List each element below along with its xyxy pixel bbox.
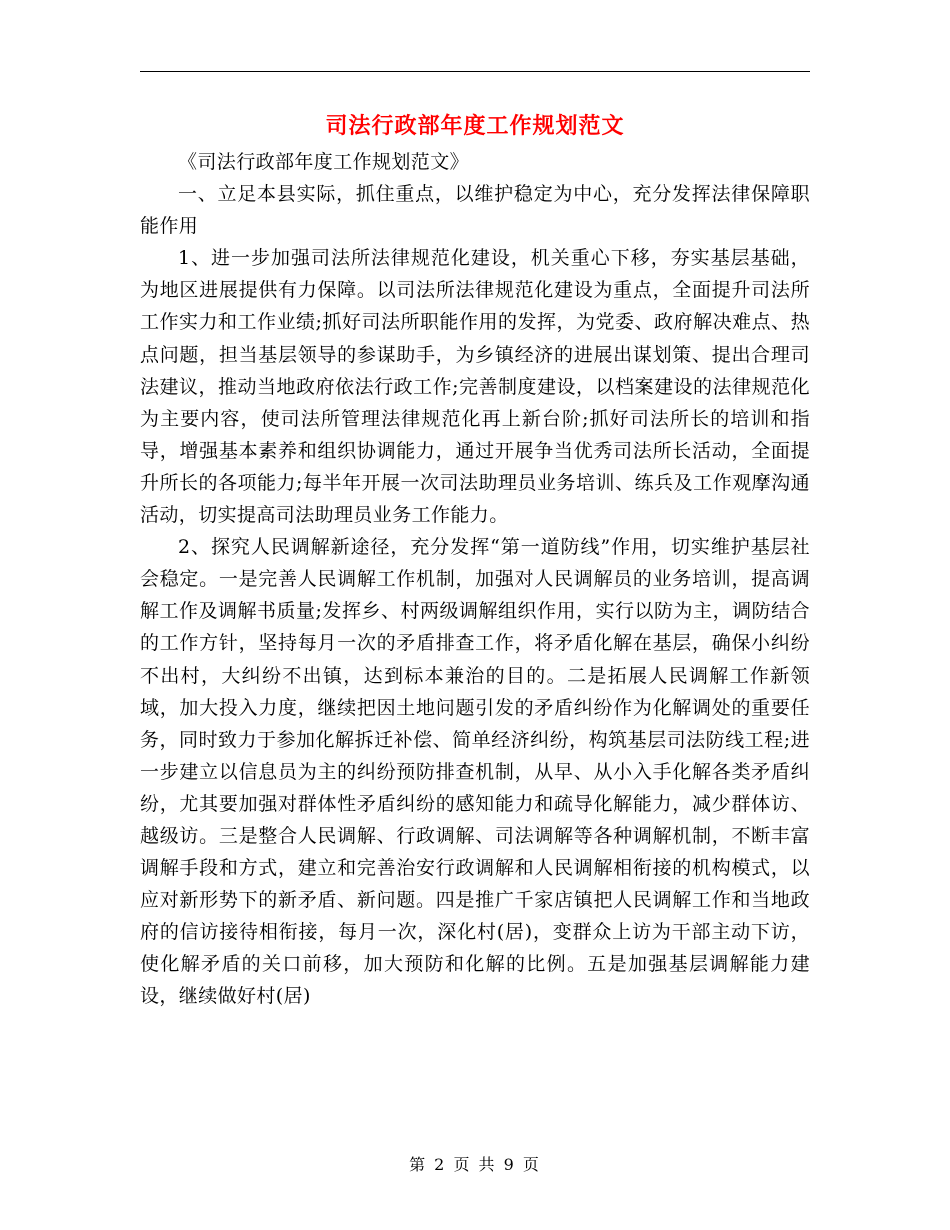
paragraph-item-2: 2、探究人民调解新途径，充分发挥“第一道防线”作用，切实维护基层社会稳定。一是完善人民调解工作机制，加强对人民调解员的业务培训，提高调解工作及调解书质量;发挥乡、村两级调解组织作用，实行以防为主，调防结合的工作方针，坚持每月一次的矛盾排查工作，将矛盾化解在基层，确保小纠纷不出村，大纠纷不出镇，达到标本兼治的目的。二是拓展人民调解工作新领域，加大投入力度，继续把因土地问题引发的矛盾纠纷作为化解调处的重要任务，同时致力于参加化解拆迁补偿、简单经济纠纷，构筑基层司法防线工程;进一步建立以信息员为主的纠纷预防排查机制，从早、从小入手化解各类矛盾纠纷，尤其要加强对群体性矛盾纠纷的感知能力和疏导化解能力，减少群体访、越级访。三是整合人民调解、行政调解、司法调解等各种调解机制，不断丰富调解手段和方式，建立和完善治安行政调解和人民调解相衔接的机构模式，以应对新形势下的新矛盾、新问题。四是推广千家店镇把人民调解工作和当地政府的信访接待相衔接，每月一次，深化村(居)，变群众上访为干部主动下访，使化解矛盾的关口前移，加大预防和化解的比例。五是加强基层调解能力建设，继续做好村(居) [140,536,810,1008]
paragraph-section-heading: 一、立足本县实际，抓住重点，以维护稳定为中心，充分发挥法律保障职能作用 [140,183,810,238]
paragraph-item-1: 1、进一步加强司法所法律规范化建设，机关重心下移，夯实基层基础，为地区进展提供有力保障。以司法所法律规范化建设为重点，全面提升司法所工作实力和工作业绩;抓好司法所职能作用的发挥，为党委、政府解决难点、热点问题，担当基层领导的参谋助手，为乡镇经济的进展出谋划策、提出合理司法建议，推动当地政府依法行政工作;完善制度建设，以档案建设的法律规范化为主要内容，使司法所管理法律规范化再上新台阶;抓好司法所长的培训和指导，增强基本素养和组织协调能力，通过开展争当优秀司法所长活动，全面提升所长的各项能力;每半年开展一次司法助理员业务培训、练兵及工作观摩沟通活动，切实提高司法助理员业务工作能力。 [140,247,810,527]
page-number: 第 2 页 共 9 页 [409,1155,541,1174]
paragraph-source-title: 《司法行政部年度工作规划范文》 [178,151,470,173]
document-body [140,146,810,1013]
header-rule [140,71,810,72]
document-title: 司法行政部年度工作规划范文 [325,113,625,139]
